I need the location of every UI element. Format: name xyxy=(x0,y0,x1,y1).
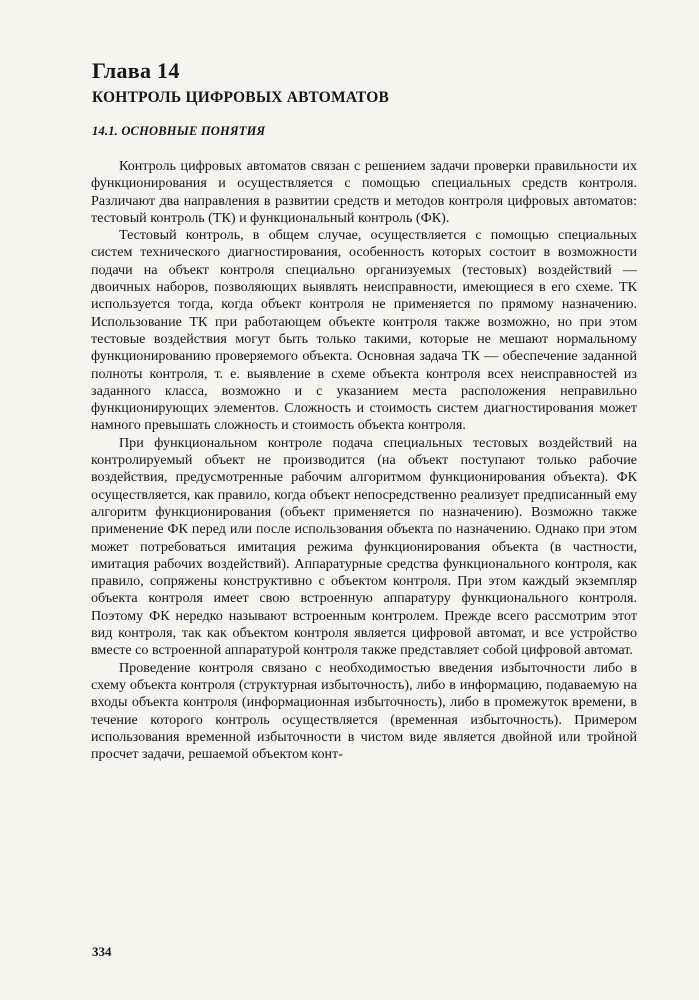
paragraph: Контроль цифровых автоматов связан с решением задачи проверки правильности их функционирования и осуществляется с помощью специальных средств контроля. Различают два направления в развитии средств и методов контроля цифровых автоматов: тестовый контроль (ТК) и функциональный контроль (ФК). xyxy=(91,158,637,226)
chapter-title: КОНТРОЛЬ ЦИФРОВЫХ АВТОМАТОВ xyxy=(92,89,390,106)
paragraph: Тестовый контроль, в общем случае, осуществляется с помощью специальных систем технического диагностирования, особенность которых состоит в возможности подачи на объект контроля специально организуемых (тестовых) воздействий — двоичных наборов, позволяющих выявлять неисправности, имеющиеся в его схеме. ТК используется тогда, когда объект контроля не применяется по прямому назначению. Использование ТК при работающем объекте контроля также возможно, но при этом тестовые воздействия могут быть только такими, которые не мешают нормальному функционированию проверяемого объекта. Основная задача ТК — обеспечение заданной полноты контроля, т. е. выявление в схеме объекта контроля всех неисправностей из заданного класса, возможно и с указанием места расположения неправильно функционирующих элементов. Сложность и стоимость систем диагностирования может намного превышать сложность и стоимость объекта контроля. xyxy=(91,227,637,434)
chapter-label: Глава 14 xyxy=(92,58,180,83)
paragraph: Проведение контроля связано с необходимостью введения избыточности либо в схему объекта контроля (структурная избыточность), либо в информацию, подаваемую на входы объекта контроля (информационная избыточность), либо в промежуток времени, в течение которого контроль осуществляется (временная избыточность). Примером использования временной избыточности в чистом виде является двойной или тройной просчет задачи, решаемой объектом конт- xyxy=(91,659,637,763)
paragraph: При функциональном контроле подача специальных тестовых воздействий на контролируемый объект не производится (на объект поступают только рабочие воздействия, предусмотренные рабочим алгоритмом функционирования объекта). ФК осуществляется, как правило, когда объект непосредственно реализует предписанный ему алгоритм функционирования (объект применяется по назначению). Возможно также применение ФК перед или после использования объекта по назначению. Однако при этом может потребоваться имитация режима функционирования объекта (в частности, имитация рабочих воздействий). Аппаратурные средства функционального контроля, как правило, сопряжены конструктивно с объектом контроля. При этом каждый экземпляр объекта контроля имеет свою встроенную аппаратуру функционального контроля. Поэтому ФК нередко называют встроенным контролем. Прежде всего рассмотрим этот вид контроля, так как объектом контроля является цифровой автомат, и все устройство вместе со встроенной аппаратурой контроля также представляет собой цифровой автомат. xyxy=(91,434,637,659)
section-title: 14.1. ОСНОВНЫЕ ПОНЯТИЯ xyxy=(92,124,266,138)
page-number: 334 xyxy=(92,944,112,959)
body-text xyxy=(91,158,637,763)
